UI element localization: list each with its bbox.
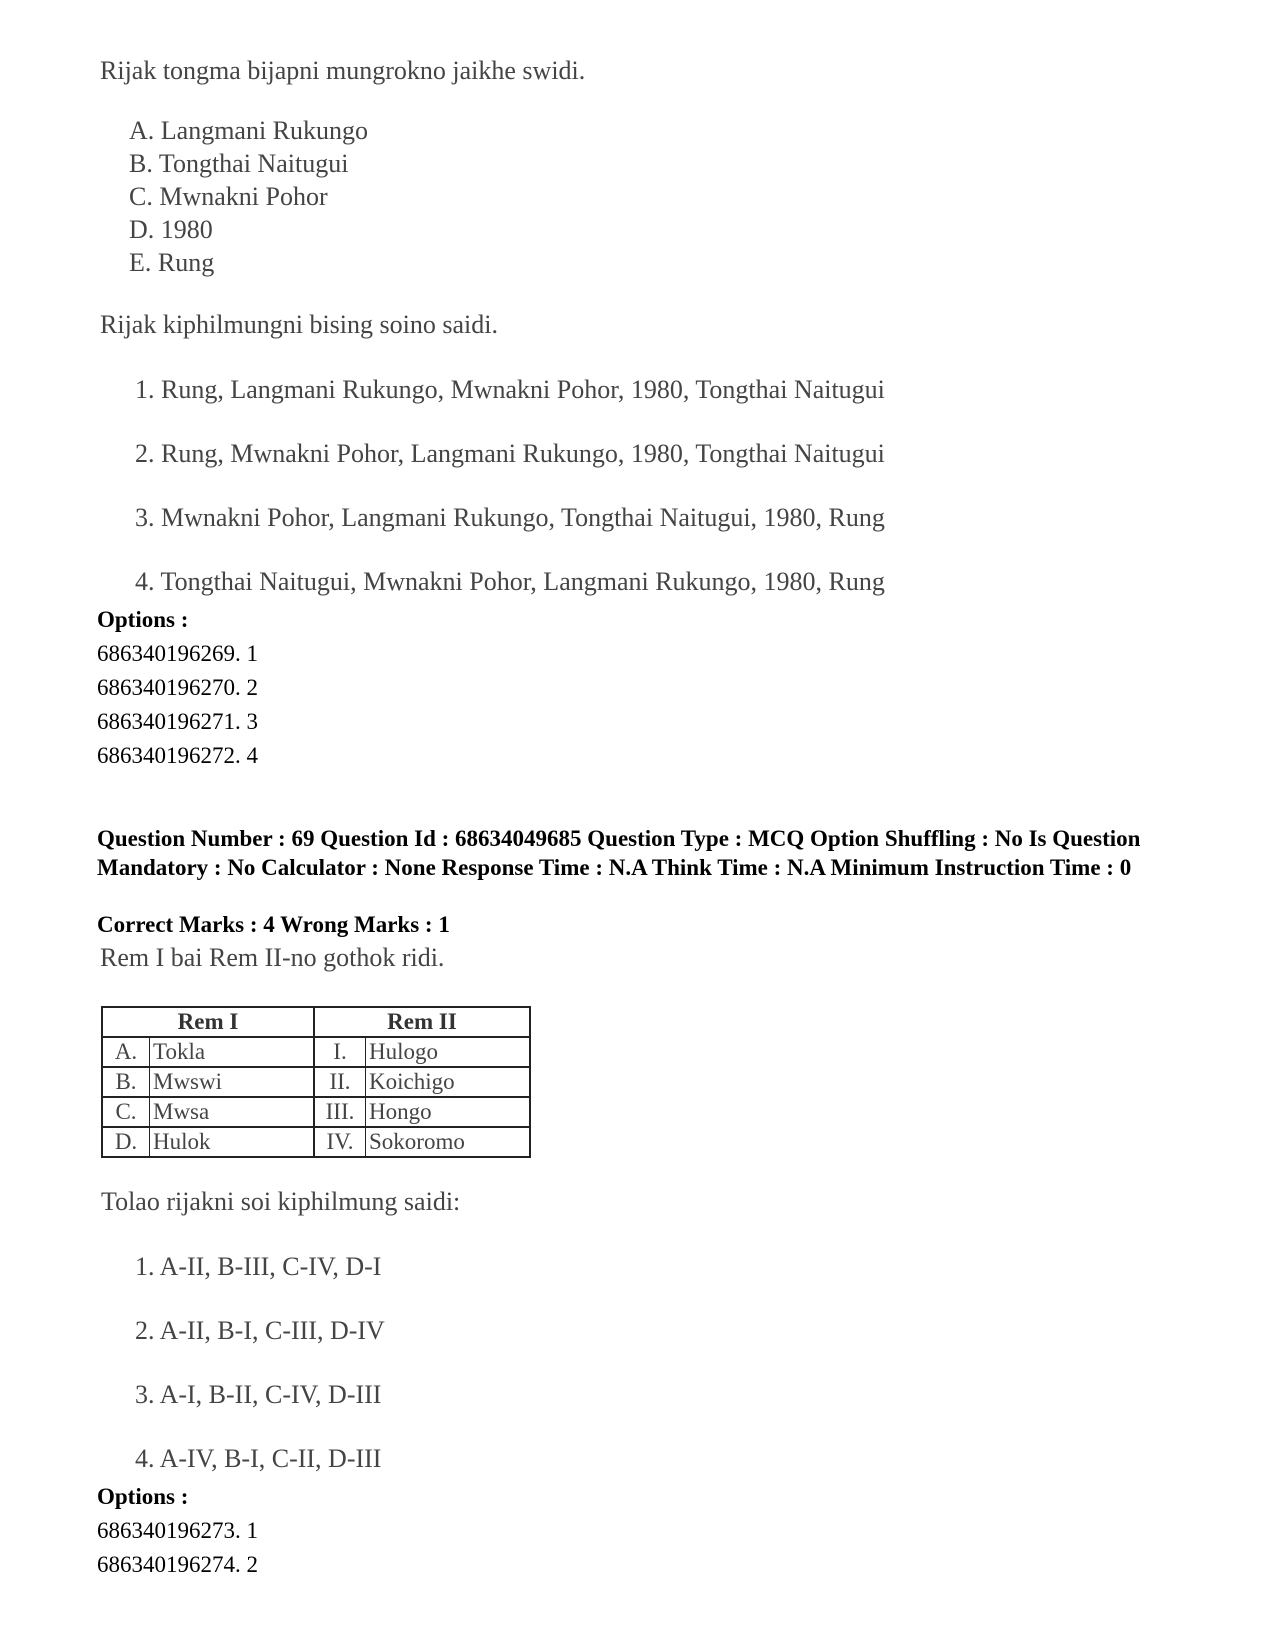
row-value-right: Hongo (366, 1097, 531, 1127)
q69-option: 686340196274. 2 (97, 1552, 258, 1577)
q68-choice: 2. Rung, Mwnakni Pohor, Langmani Rukungo, 1980, Tongthai Naitugui (135, 439, 885, 468)
row-value-right: Hulogo (366, 1037, 531, 1067)
q69-instruction: Rem I bai Rem II-no gothok ridi. (100, 943, 445, 972)
row-value-left: Tokla (150, 1037, 315, 1067)
q69-options-label: Options : (97, 1484, 189, 1509)
q68-choice: 1. Rung, Langmani Rukungo, Mwnakni Pohor, 1980, Tongthai Naitugui (135, 375, 885, 404)
match-table (101, 1006, 531, 1158)
row-label-left: A. (102, 1037, 150, 1067)
q68-item: D. 1980 (129, 215, 213, 244)
row-label-left: C. (102, 1097, 150, 1127)
row-value-left: Mwswi (150, 1067, 315, 1097)
q68-prompt: Rijak kiphilmungni bising soino saidi. (100, 310, 498, 339)
q68-item: E. Rung (129, 248, 215, 277)
q68-instruction: Rijak tongma bijapni mungrokno jaikhe swidi. (100, 56, 586, 85)
q69-meta: Question Number : 69 Question Id : 68634049685 Question Type : MCQ Option Shuffling : No Is Question Mandatory : No Calculator : None Response Time : N.A Think Time : N.A Minimum Instruction Time : 0 (97, 826, 1141, 880)
match-table-header (102, 1007, 530, 1037)
row-label-right: III. (314, 1097, 366, 1127)
row-value-right: Koichigo (366, 1067, 531, 1097)
q68-options-label: Options : (97, 607, 189, 632)
q69-choice: 1. A-II, B-III, C-IV, D-I (135, 1252, 382, 1281)
table-row (102, 1097, 530, 1127)
q69-choice: 3. A-I, B-II, C-IV, D-III (135, 1380, 382, 1409)
q69-marks: Correct Marks : 4 Wrong Marks : 1 (97, 912, 450, 937)
row-value-left: Mwsa (150, 1097, 315, 1127)
q68-option: 686340196270. 2 (97, 675, 258, 700)
table-row (102, 1037, 530, 1067)
row-label-right: IV. (314, 1127, 366, 1157)
q68-choice: 4. Tongthai Naitugui, Mwnakni Pohor, Langmani Rukungo, 1980, Rung (135, 567, 885, 596)
table-row (102, 1067, 530, 1097)
q68-option: 686340196272. 4 (97, 743, 258, 768)
q68-item: B. Tongthai Naitugui (129, 149, 349, 178)
row-label-right: II. (314, 1067, 366, 1097)
q68-option: 686340196271. 3 (97, 709, 258, 734)
q68-item: A. Langmani Rukungo (129, 116, 369, 145)
q68-item: C. Mwnakni Pohor (129, 182, 328, 211)
q69-choice: 2. A-II, B-I, C-III, D-IV (135, 1316, 385, 1345)
row-value-right: Sokoromo (366, 1127, 531, 1157)
q69-option: 686340196273. 1 (97, 1518, 258, 1543)
col-header-rem-ii: Rem II (314, 1007, 530, 1037)
row-label-right: I. (314, 1037, 366, 1067)
q69-choice: 4. A-IV, B-I, C-II, D-III (135, 1444, 382, 1473)
row-value-left: Hulok (150, 1127, 315, 1157)
col-header-rem-i: Rem I (102, 1007, 314, 1037)
q68-option: 686340196269. 1 (97, 641, 258, 666)
q68-choice: 3. Mwnakni Pohor, Langmani Rukungo, Tongthai Naitugui, 1980, Rung (135, 503, 885, 532)
q69-prompt: Tolao rijakni soi kiphilmung saidi: (101, 1187, 461, 1216)
row-label-left: B. (102, 1067, 150, 1097)
table-row (102, 1127, 530, 1157)
row-label-left: D. (102, 1127, 150, 1157)
